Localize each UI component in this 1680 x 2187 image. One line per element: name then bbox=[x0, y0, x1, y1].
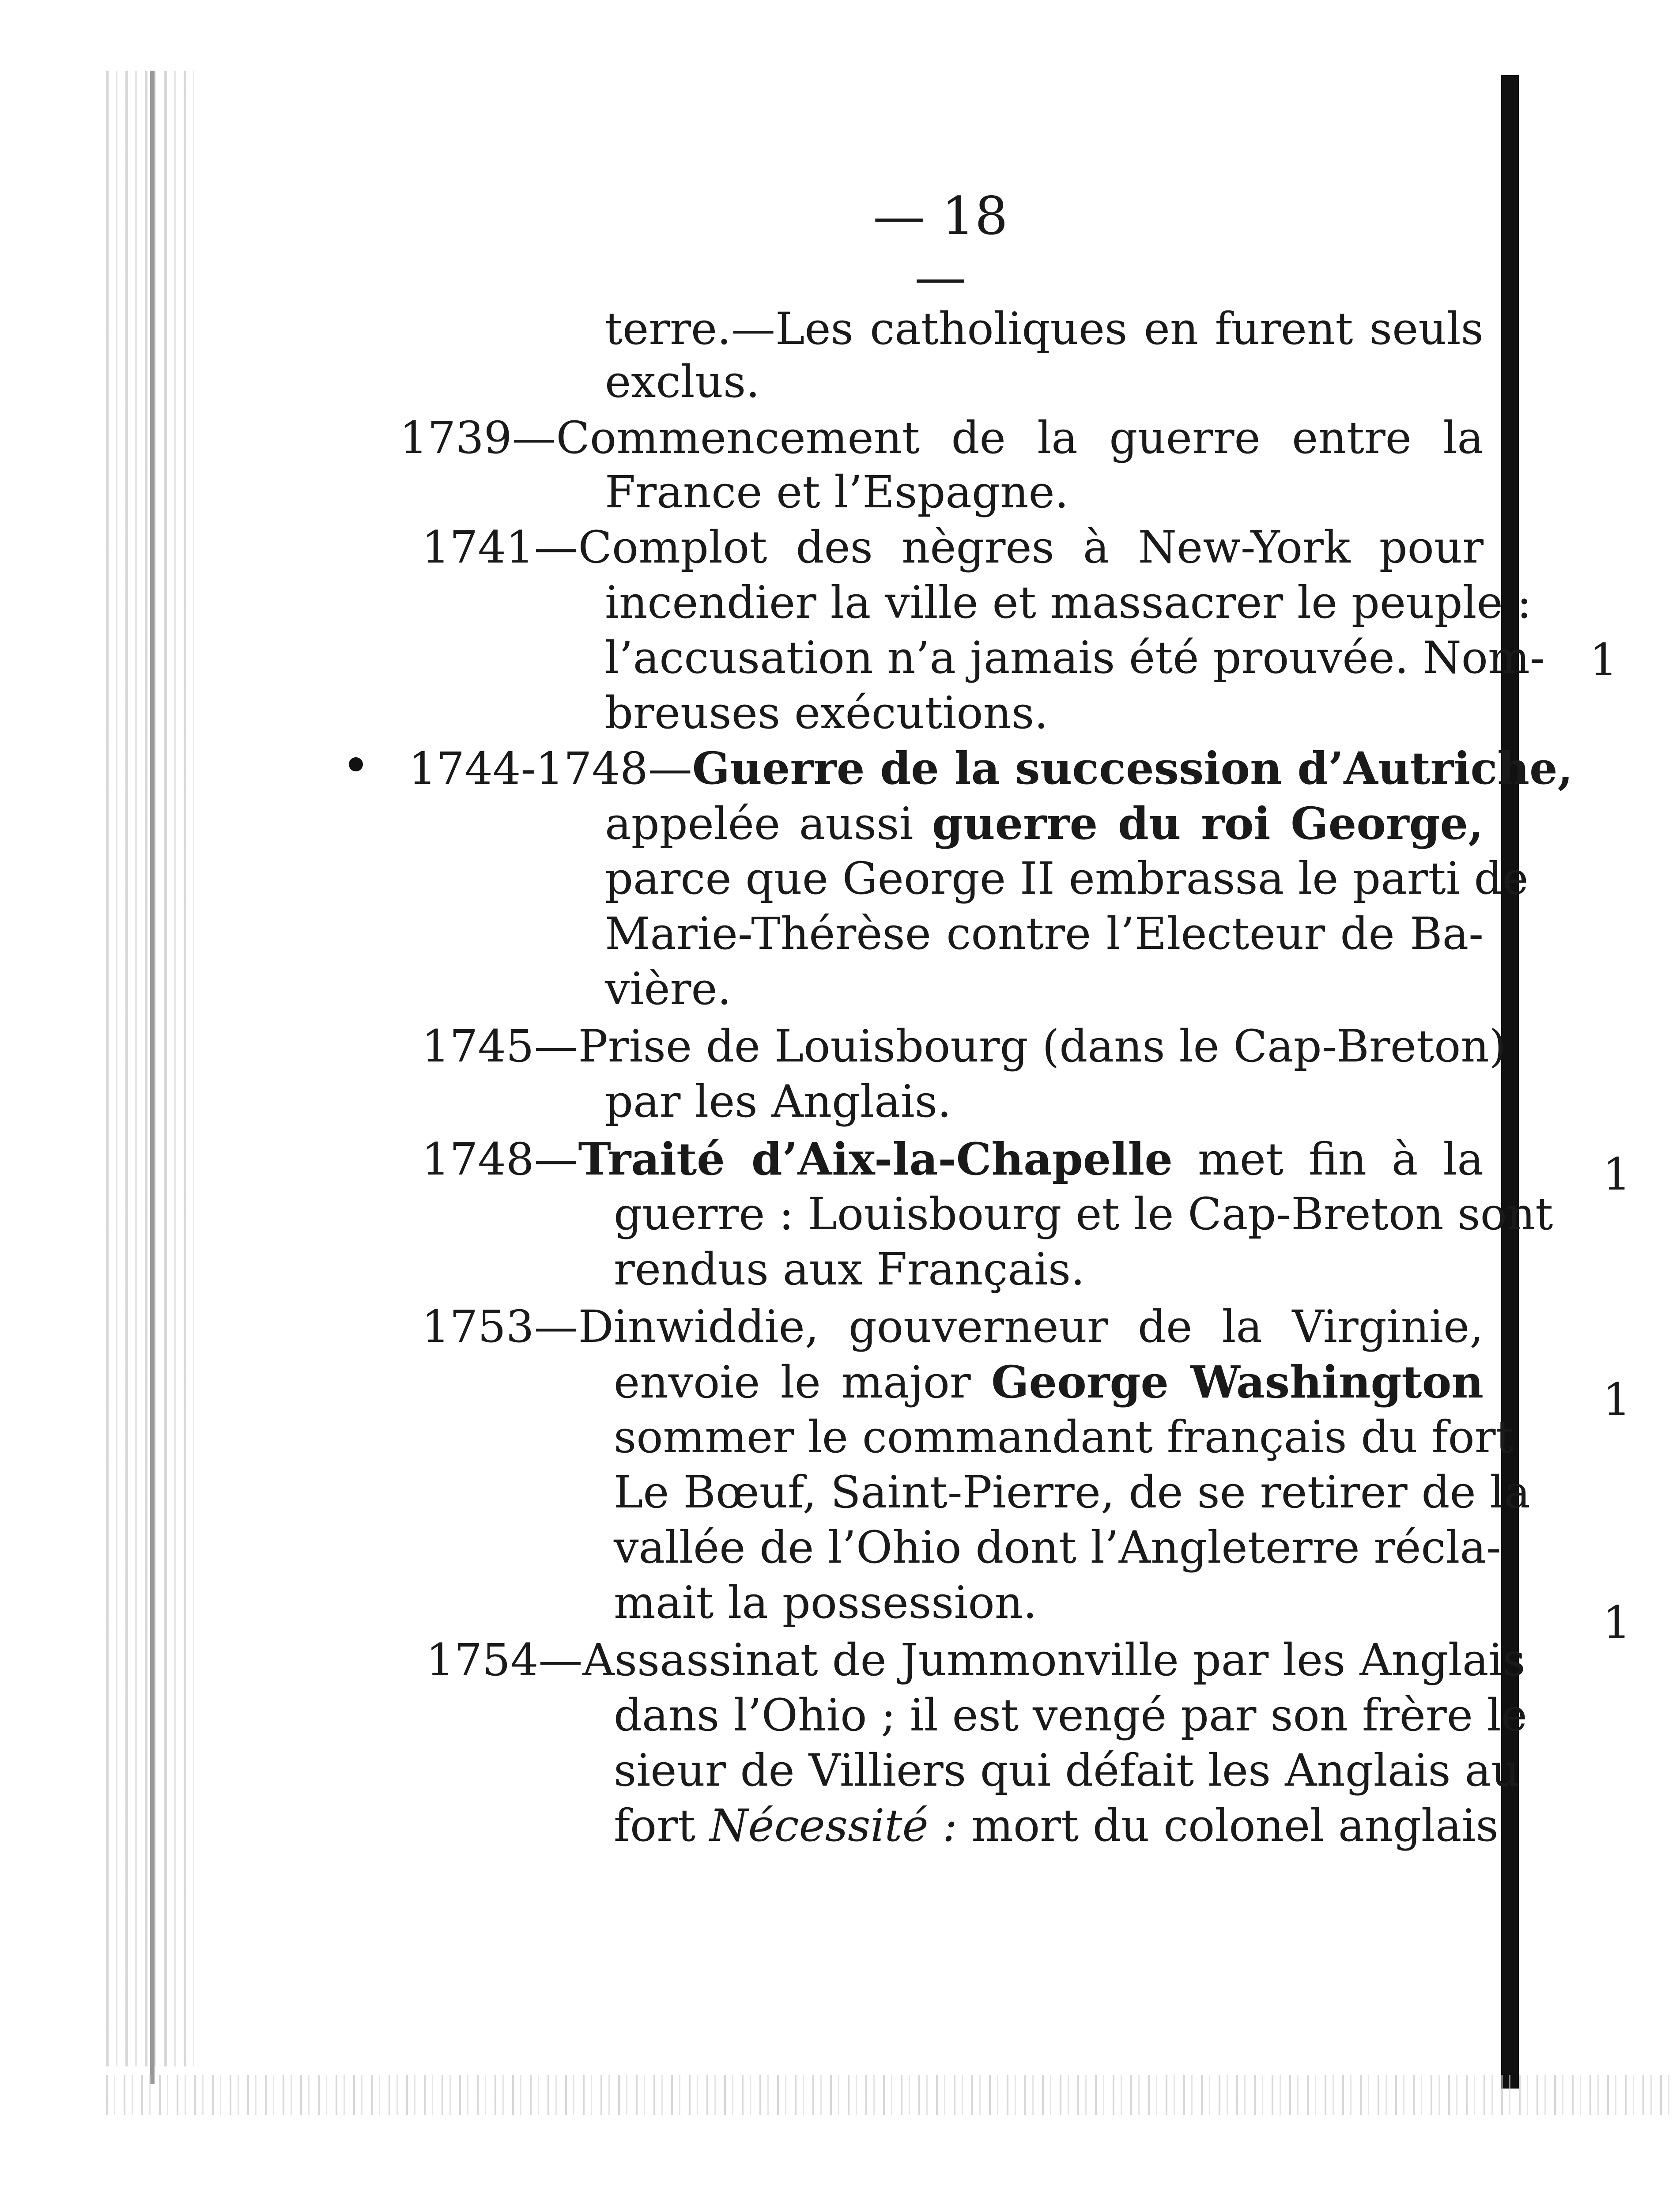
text-line bbox=[614, 1356, 1484, 1408]
text-segment: terre.—Les catholiques en furent seuls bbox=[605, 303, 1484, 355]
text-line bbox=[614, 1466, 1531, 1518]
text-segment: met fin à la bbox=[1173, 1133, 1484, 1185]
text-line bbox=[605, 466, 1069, 518]
text-segment: sommer le commandant français du fort bbox=[614, 1411, 1514, 1463]
text-line bbox=[422, 1133, 1484, 1185]
text-segment: fort bbox=[614, 1800, 710, 1851]
margin-mark: 1 bbox=[1603, 1148, 1631, 1200]
text-line bbox=[614, 1522, 1501, 1573]
text-segment: 1741—Complot des nègres à New-York pour bbox=[422, 521, 1484, 573]
text-line bbox=[605, 1076, 951, 1127]
text-line bbox=[422, 521, 1484, 573]
bullet-mark bbox=[349, 757, 363, 771]
text-segment: 1739—Commencement de la guerre entre la bbox=[400, 412, 1484, 464]
text-segment: breuses exécutions. bbox=[605, 687, 1049, 739]
text-segment: Nécessité : bbox=[710, 1800, 958, 1851]
text-segment: appelée aussi bbox=[605, 798, 932, 850]
text-line bbox=[422, 1020, 1506, 1072]
text-line bbox=[614, 1188, 1553, 1240]
text-line bbox=[614, 1689, 1527, 1741]
text-segment: France et l’Espagne. bbox=[605, 466, 1069, 518]
text-segment: sieur de Villiers qui défait les Anglais au bbox=[614, 1745, 1520, 1796]
text-segment: 1754—Assassinat de Jummonville par les Anglais bbox=[426, 1634, 1525, 1686]
text-segment: Le Bœuf, Saint-Pierre, de se retirer de la bbox=[614, 1466, 1531, 1518]
text-segment: vière. bbox=[605, 963, 732, 1015]
text-segment: 1753—Dinwiddie, gouverneur de la Virginie, bbox=[422, 1301, 1484, 1352]
text-segment: exclus. bbox=[605, 356, 760, 408]
text-line bbox=[605, 577, 1532, 628]
text-segment: guerre du roi George, bbox=[932, 797, 1484, 850]
page-edge-left bbox=[150, 71, 155, 2084]
text-segment: par les Anglais. bbox=[605, 1076, 951, 1127]
text-segment: l’accusation n’a jamais été prouvée. Nom- bbox=[605, 632, 1545, 684]
text-line bbox=[408, 742, 1573, 794]
text-segment: mait la possession. bbox=[614, 1577, 1037, 1628]
text-segment: rendus aux Français. bbox=[614, 1243, 1085, 1295]
text-segment: Marie-Thérèse contre l’Electeur de Ba- bbox=[605, 908, 1484, 959]
margin-mark: 1 bbox=[1603, 1374, 1631, 1425]
margin-mark: 1 bbox=[1603, 1597, 1631, 1648]
text-line bbox=[605, 797, 1484, 850]
text-line bbox=[605, 356, 760, 408]
text-segment: parce que George II embrassa le parti de bbox=[605, 853, 1529, 904]
text-line bbox=[605, 853, 1529, 904]
text-line bbox=[605, 303, 1484, 355]
text-segment: 1745—Prise de Louisbourg (dans le Cap-Breton) bbox=[422, 1020, 1506, 1072]
text-line bbox=[605, 908, 1484, 959]
text-segment: Traité d’Aix-la-Chapelle bbox=[578, 1133, 1173, 1185]
text-segment: 1744-1748— bbox=[408, 743, 692, 794]
text-segment: incendier la ville et massacrer le peuple : bbox=[605, 577, 1532, 628]
text-line bbox=[614, 1411, 1514, 1463]
text-line bbox=[614, 1800, 1499, 1851]
text-segment: envoie le major bbox=[614, 1356, 992, 1408]
text-line bbox=[614, 1243, 1085, 1295]
text-line bbox=[614, 1745, 1520, 1796]
text-line bbox=[422, 1301, 1484, 1352]
text-line bbox=[605, 963, 732, 1015]
page-number: — 18 — bbox=[873, 185, 1008, 307]
text-segment: 1748— bbox=[422, 1133, 578, 1185]
text-line bbox=[605, 687, 1049, 739]
text-line bbox=[614, 1577, 1037, 1628]
text-segment: dans l’Ohio ; il est vengé par son frère le bbox=[614, 1689, 1527, 1741]
margin-mark: 1 bbox=[1589, 634, 1618, 686]
scan-noise-bottom bbox=[106, 2075, 1678, 2115]
text-line bbox=[605, 632, 1545, 684]
text-line bbox=[426, 1634, 1525, 1686]
text-segment: George Washington bbox=[991, 1356, 1484, 1408]
text-segment: guerre : Louisbourg et le Cap-Breton sont bbox=[614, 1188, 1553, 1240]
text-segment: Guerre de la succession d’Autriche, bbox=[692, 742, 1573, 794]
text-segment: mort du colonel anglais bbox=[957, 1800, 1499, 1851]
text-line bbox=[400, 412, 1484, 464]
text-segment: vallée de l’Ohio dont l’Angleterre récla- bbox=[614, 1522, 1501, 1573]
